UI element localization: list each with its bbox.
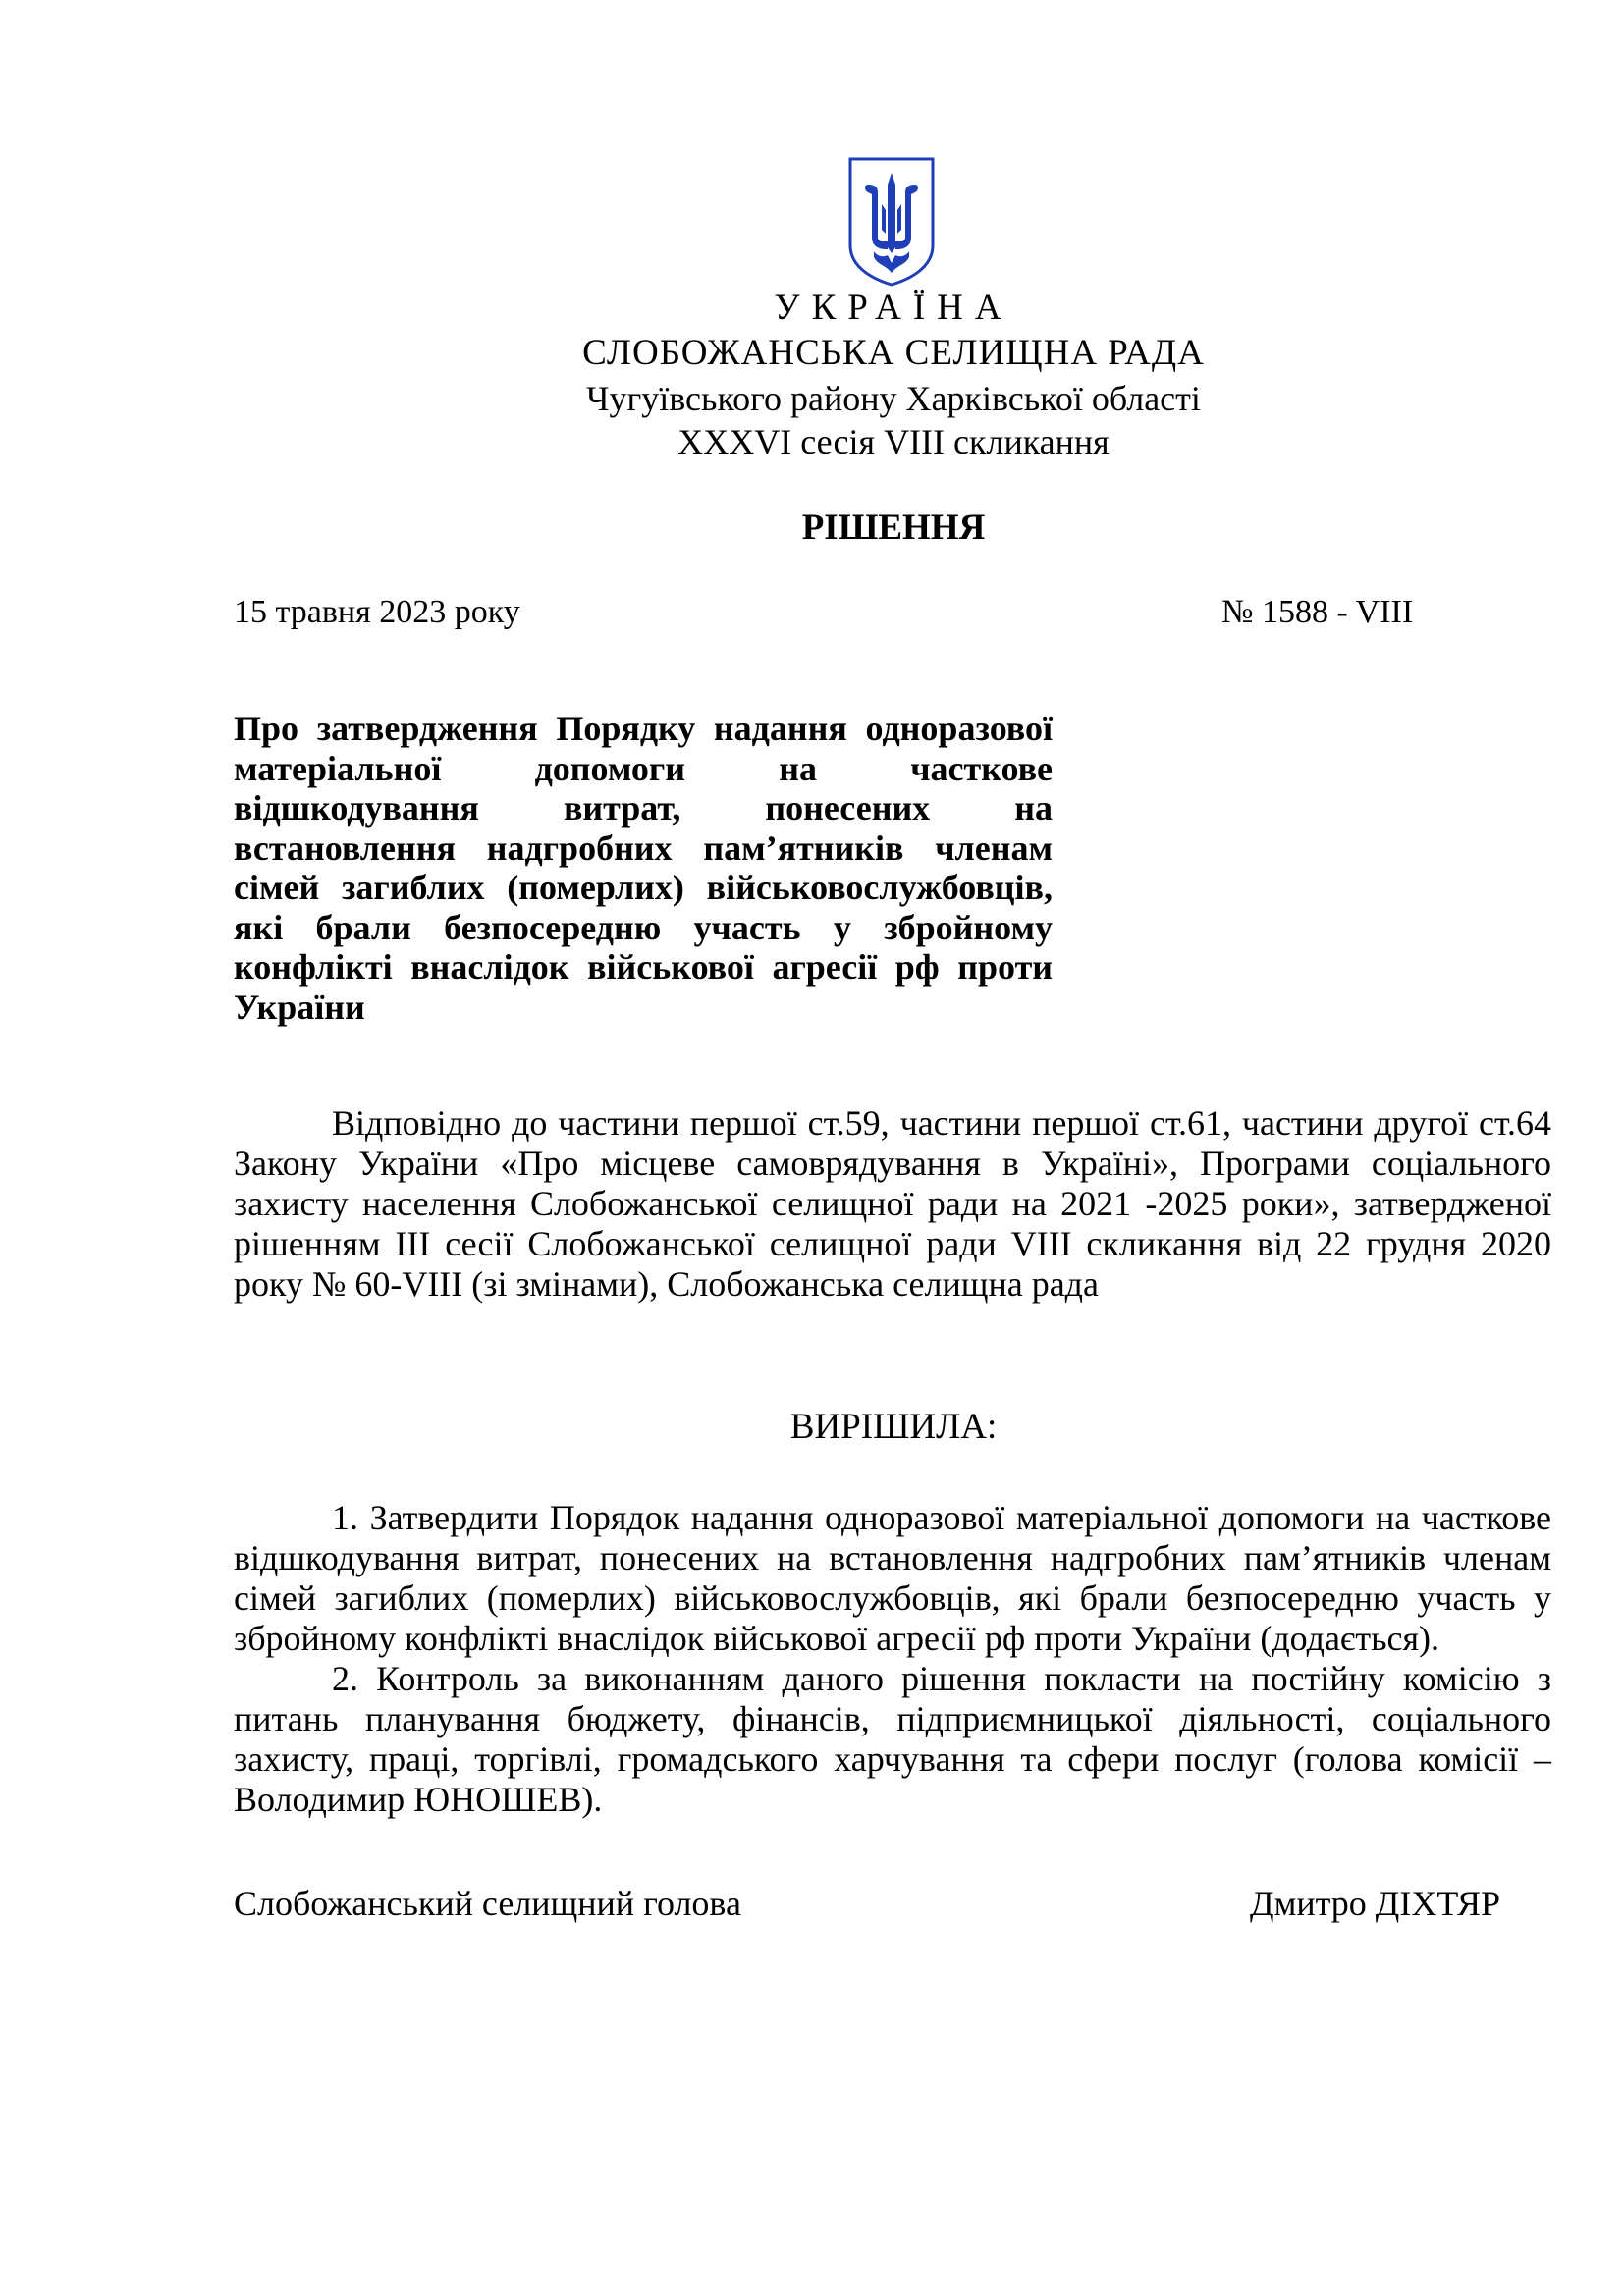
header-district: Чугуївського району Харківської області	[586, 379, 1201, 418]
header-country: УКРАЇНА	[774, 288, 1013, 328]
header-council: СЛОБОЖАНСЬКА СЕЛИЩНА РАДА	[582, 333, 1205, 373]
header-session: XXXVI сесія VIII скликання	[677, 422, 1110, 461]
trident-coat-of-arms-icon	[846, 155, 937, 289]
signatory-name: Дмитро ДІХТЯР	[1250, 1884, 1500, 1923]
signatory-position: Слобожанський селищний голова	[234, 1884, 741, 1923]
resolution-item: 2. Контроль за виконанням даного рішення покласти на постійну комісію з питань планування бюджету, фінансів, підприємницької діяльності, соціального захисту, праці, торгівлі, громадського харчування та сфери послуг (голова комісії – Володимир ЮНОШЕВ).	[234, 1659, 1551, 1819]
document-preamble: Відповідно до частини першої ст.59, частини першої ст.61, частини другої ст.64 Закону України «Про місцеве самоврядування в Україні», Програми соціального захисту населення Слобожанської селищної ради на 2021 -2025 роки», затвердженої рішенням ІІІ сесії Слобожанської селищної ради VIII скликання від 22 грудня 2020 року № 60-VIII (зі змінами), Слобожанська селищна рада	[234, 1103, 1551, 1304]
document-subject: Про затвердження Порядку надання одноразової матеріальної допомоги на часткове відшкодування витрат, понесених на встановлення надгробних пам’ятників членам сімей загиблих (померлих) військовослужбовців, які брали безпосередню участь у збройному конфлікті внаслідок військової агресії рф проти України	[234, 709, 1053, 1027]
signature-block	[234, 1883, 1500, 1924]
document-title: РІШЕННЯ	[801, 507, 986, 548]
document-number: № 1588 - VIII	[1221, 594, 1414, 630]
document-date: 15 травня 2023 року	[234, 594, 520, 630]
resolved-heading: ВИРІШИЛА:	[789, 1407, 998, 1447]
resolution-item: 1. Затвердити Порядок надання одноразової матеріальної допомоги на часткове відшкодування витрат, понесених на встановлення надгробних пам’ятників членам сімей загиблих (померлих) військовослужбовців, які брали безпосередню участь у збройному конфлікті внаслідок військової агресії рф проти України (додається).	[234, 1498, 1551, 1658]
resolution-items	[234, 1498, 1551, 1820]
